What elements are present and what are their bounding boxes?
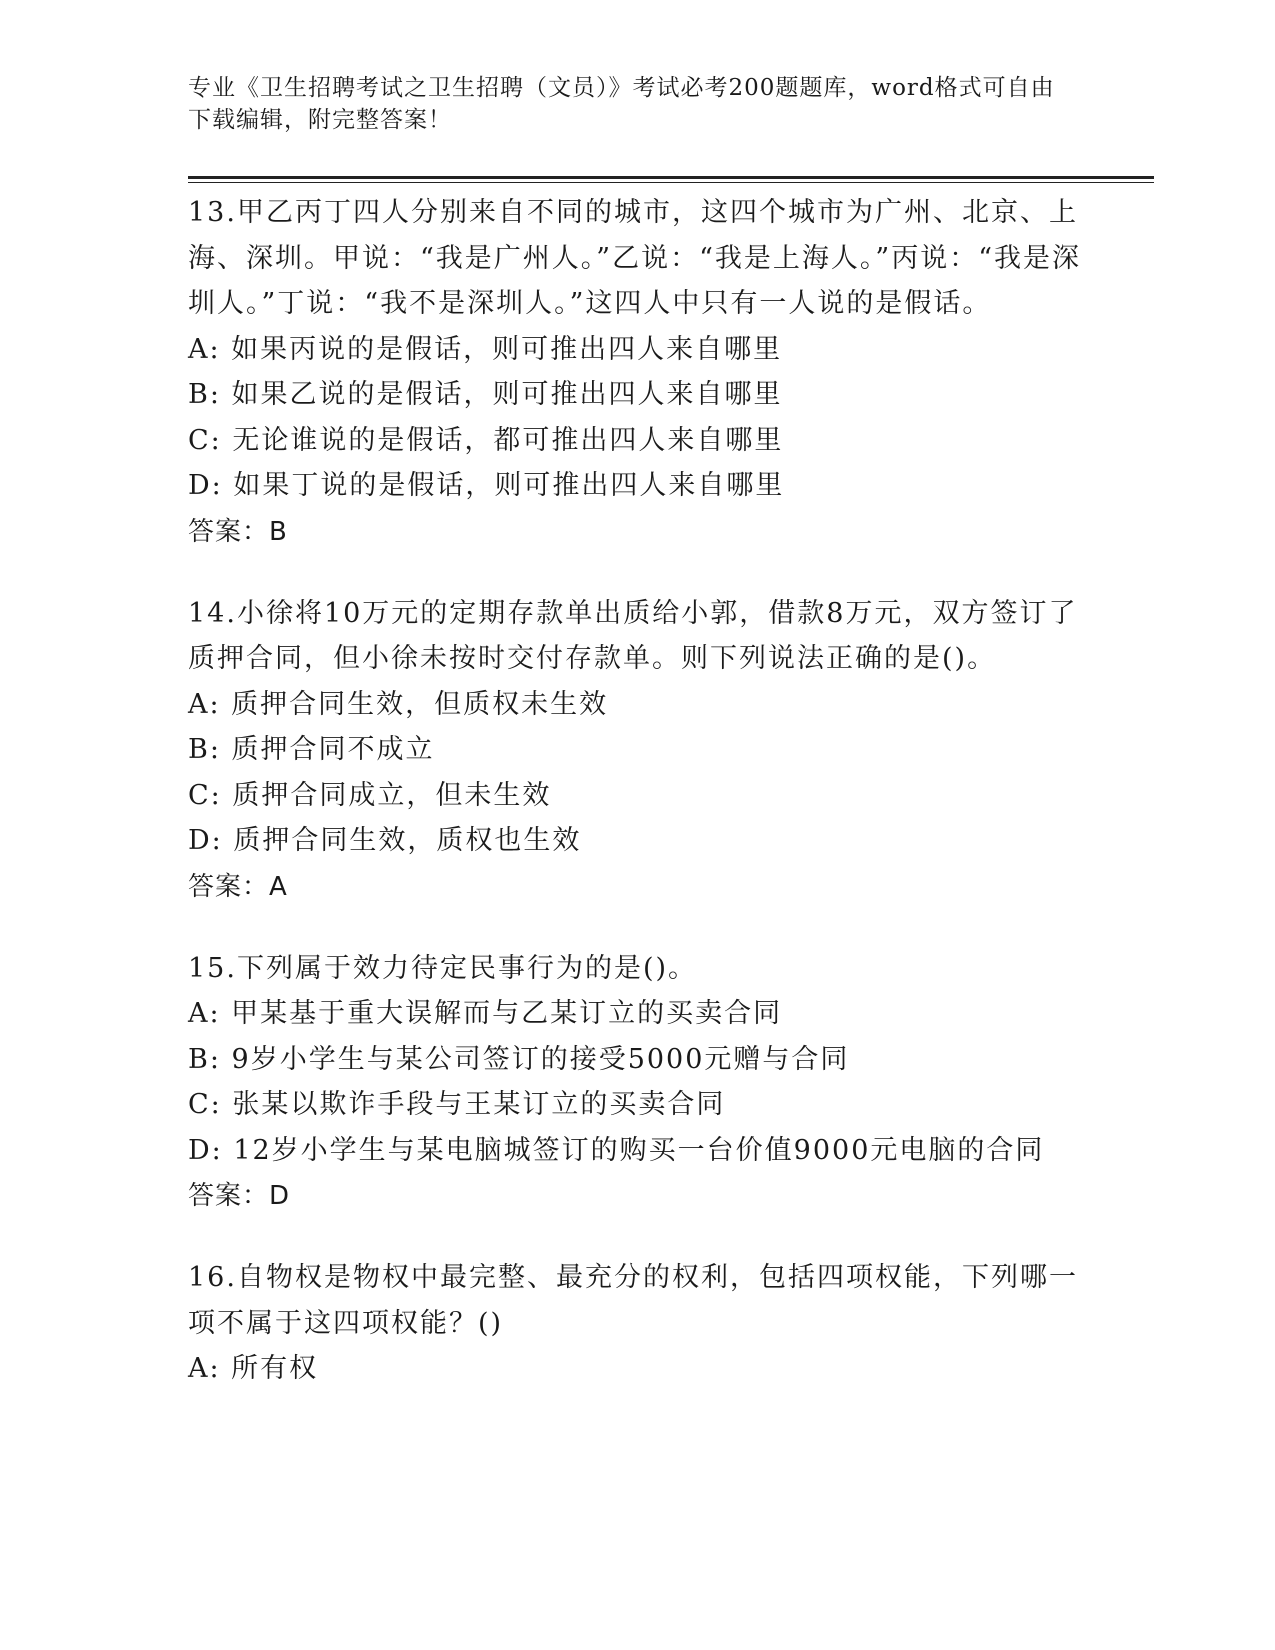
option-c: C: 质押合同成立，但未生效 <box>188 779 552 811</box>
question-stem: 13.甲乙丙丁四人分别来自不同的城市，这四个城市为广州、北京、上海、深圳。甲说：“我是广州人。”乙说：“我是上海人。”丙说：“我是深圳人。”丁说：“我不是深圳人。”这四人中只有一人说的是假话。 <box>188 197 1082 319</box>
answer-label: 答案：A <box>188 871 288 902</box>
option-a: A: 甲某基于重大误解而与乙某订立的买卖合同 <box>188 998 783 1029</box>
option-a: A: 质押合同生效，但质权未生效 <box>188 688 609 720</box>
option-b: B: 如果乙说的是假话，则可推出四人来自哪里 <box>188 379 783 410</box>
question-13 <box>188 190 1088 555</box>
option-c: C: 张某以欺诈手段与王某订立的买卖合同 <box>188 1089 726 1120</box>
option-a: A: 所有权 <box>188 1353 319 1384</box>
question-16 <box>188 1255 1088 1392</box>
option-b: B: 9岁小学生与某公司签订的接受5000元赠与合同 <box>188 1043 850 1075</box>
question-14 <box>188 591 1088 910</box>
option-d: D: 12岁小学生与某电脑城签订的购买一台价值9000元电脑的合同 <box>188 1134 1045 1166</box>
question-stem: 15.下列属于效力待定民事行为的是()。 <box>188 952 698 984</box>
answer-label: 答案：D <box>188 1181 291 1211</box>
question-15 <box>188 946 1088 1220</box>
question-stem: 14.小徐将10万元的定期存款单出质给小郭，借款8万元，双方签订了质押合同，但小徐未按时交付存款单。则下列说法正确的是()。 <box>188 597 1078 674</box>
answer-label: 答案：B <box>188 516 288 547</box>
option-b: B: 质押合同不成立 <box>188 734 435 765</box>
header-divider-thin <box>188 182 1154 183</box>
option-d: D: 如果丁说的是假话，则可推出四人来自哪里 <box>188 470 785 501</box>
question-stem: 16.自物权是物权中最完整、最充分的权利，包括四项权能，下列哪一项不属于这四项权能？() <box>188 1262 1078 1339</box>
header-divider-thick <box>188 176 1154 179</box>
question-list <box>188 190 1088 1428</box>
option-c: C: 无论谁说的是假话，都可推出四人来自哪里 <box>188 424 784 456</box>
document-header: 专业《卫生招聘考试之卫生招聘（文员）》考试必考200题题库，word格式可自由下载编辑，附完整答案！ <box>188 75 1055 133</box>
option-a: A: 如果丙说的是假话，则可推出四人来自哪里 <box>188 333 783 365</box>
option-d: D: 质押合同生效，质权也生效 <box>188 825 582 856</box>
